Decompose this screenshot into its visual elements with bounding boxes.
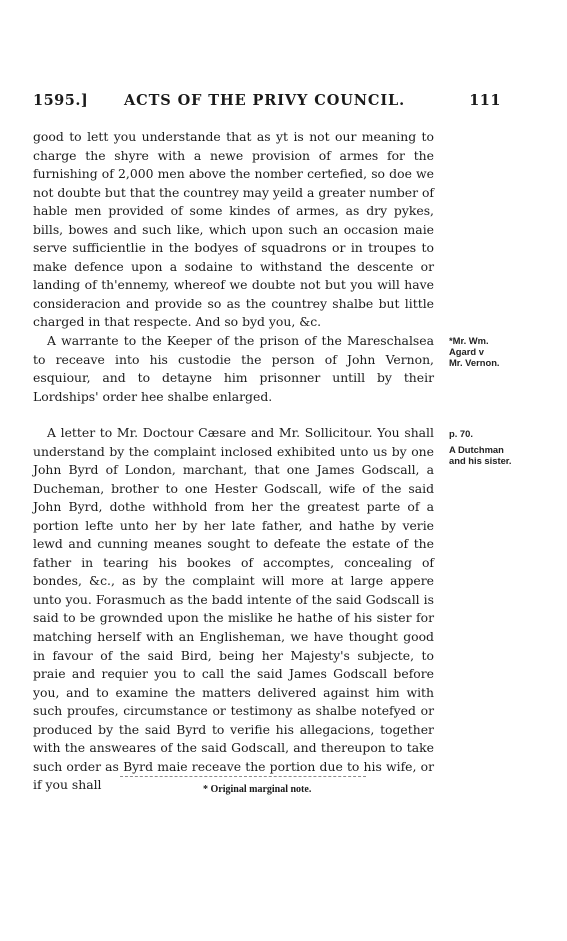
footnote-divider xyxy=(120,776,366,777)
header-title: ACTS OF THE PRIVY COUNCIL. xyxy=(124,92,406,109)
paragraph-letter-conclusion: good to lett you understande that as yt is not our meaning to charge the shyre with a newe provision of armes for the furnishing of 2,000 men above the nomber certefied, so doe we not doubte but that the countrey may yeild a greater number of hable men provided of some kindes of armes, as dry pykes, bills, bowes and such like, which upon such an occasion maie serve sufficientlie in the bodyes of squadrons or in troupes to make defence upon a sodaine to withstand the descente or landing of th'ennemy, whereof we doubte not but you will have consideracion and provide so as the countrey shalbe but little charged in that respecte. And so byd you, &c. xyxy=(33,129,434,330)
marginal-note-dutchman xyxy=(449,444,559,466)
footnote: * Original marginal note. xyxy=(203,784,312,795)
marginal-note-agard-vernon xyxy=(449,335,559,368)
marginal-note-line: *Mr. Wm. xyxy=(449,335,489,346)
marginal-note-line: and his sister. xyxy=(449,455,512,466)
marginal-note-line: Mr. Vernon. xyxy=(449,357,500,368)
marginal-note-line: p. 70. xyxy=(449,428,473,439)
header-year: 1595.] xyxy=(33,92,89,109)
paragraph-warrant-vernon: A warrante to the Keeper of the prison of the Mareschalsea to receave into his custodie the person of John Vernon, esquiour, and to detayne him prisonner untill by their Lordships' order hee shalbe enlarged. xyxy=(33,333,434,404)
marginal-note-line: Agard v xyxy=(449,346,484,357)
marginal-note-line: A Dutchman xyxy=(449,444,504,455)
running-header xyxy=(33,92,501,112)
paragraph-letter-godscall: A letter to Mr. Doctour Cæsare and Mr. Sollicitour. You shall understand by the complaint inclosed exhibited unto us by one John Byrd of London, marchant, that one James Godscall, a Ducheman, brother to one Hester Godscall, wife of the said John Byrd, dothe withhold from her the greatest parte of a portion lefte unto her by her late father, and hathe by verie lewd and cunning meanes sought to defeate the estate of the father in tearing his bookes of accomptes, concealing of bondes, &c., as by the complaint will more at large appere unto you. Forasmuch as the badd intente of the said Godscall is said to be grownded upon the mislike he hathe of his sister for matching herself with an Englisheman, we have thought good in favour of the said Bird, being her Majesty's subjecte, to praie and requier you to call the said James Godscall before you, and to examine the matters delivered against him with such proufes, circumstance or testimony as shalbe notefyed or produced by the said Byrd to verifie his allegacions, together with the answeares of the said Godscall, and thereupon to take such order as Byrd maie receave the portion due to his wife, or if you shall xyxy=(33,425,434,793)
marginal-page-reference xyxy=(449,428,559,439)
page-number: 111 xyxy=(469,92,501,109)
